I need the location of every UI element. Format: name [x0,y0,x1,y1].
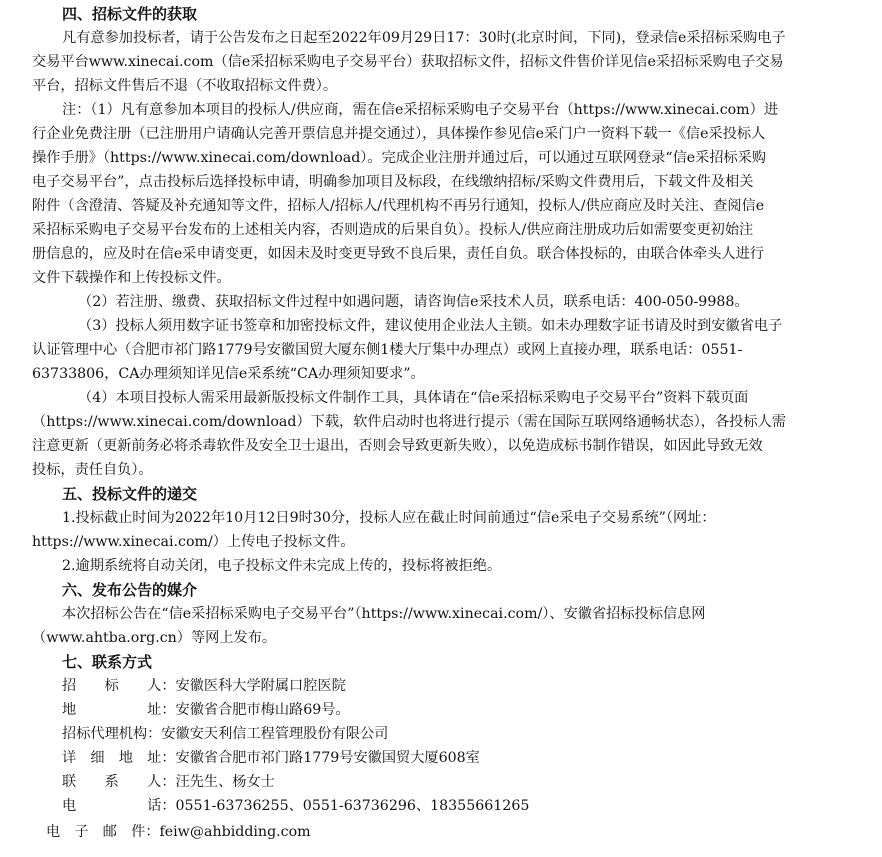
paragraph-line: 交易平台www.xinecai.com（信e采招标采购电子交易平台）获取招标文件，招标文件售价详见信e采招标采购电子交易 [32,54,784,70]
section-heading: 六、发布公告的媒介 [62,581,198,599]
paragraph-line: （4）本项目投标人需采用最新版投标文件制作工具，具体请在“信e采招标采购电子交易平台”资料下载页面 [78,390,749,406]
paragraph-line: （www.ahtba.org.cn）等网上发布。 [32,630,277,646]
paragraph-line: 认证管理中心（合肥市祁门路1779号安徽国贸大厦东侧1楼大厅集中办理点）或网上直接办理，联系电话：0551- [32,342,743,358]
contact-line: 电 话：0551-63736255、0551-63736296、18355661265 [62,798,530,814]
paragraph-line: 注：（1）凡有意参加本项目的投标人/供应商，需在信e采招标采购电子交易平台（https://www.xinecai.com）进 [62,102,779,118]
paragraph-line: 2.逾期系统将自动关闭，电子投标文件未完成上传的，投标将被拒绝。 [62,558,502,574]
paragraph-line: 1.投标截止时间为2022年10月12日9时30分，投标人应在截止时间前通过“信e采电子交易系统”（网址： [62,510,716,526]
paragraph-line: 电子交易平台”，点击投标后选择投标申请，明确参加项目及标段，在线缴纳招标/采购文件费用后，下载文件及相关 [32,174,754,190]
paragraph-line: （3）投标人须用数字证书签章和加密投标文件，建议使用企业法人主锁。如未办理数字证书请及时到安徽省电子 [78,318,783,334]
paragraph-line: 平台，招标文件售后不退（不收取招标文件费）。 [32,78,338,94]
paragraph-line: 册信息的，应及时在信e采申请变更，如因未及时变更导致不良后果，责任自负。联合体投标的，由联合体牵头人进行 [32,246,764,262]
contact-line: 地 址：安徽省合肥市梅山路69号。 [62,702,350,718]
section-heading: 四、招标文件的获取 [62,5,198,23]
paragraph-line: 投标，责任自负）。 [32,462,153,478]
paragraph-line: 附件（含澄清、答疑及补充通知等文件，招标人/招标人/代理机构不再另行通知，投标人/供应商应及时关注、查阅信e [32,198,765,214]
paragraph-line: 凡有意参加投标者，请于公告发布之日起至2022年09月29日17：30时(北京时间，下同)，登录信e采招标采购电子 [62,30,786,46]
contact-line: 招 标 人：安徽医科大学附属口腔医院 [62,678,346,694]
paragraph-line: 注意更新（更新前务必将杀毒软件及安全卫士退出，否则会导致更新失败），以免造成标书制作错误，如因此导致无效 [32,438,763,454]
section-heading: 七、联系方式 [62,653,153,671]
paragraph-line: （https://www.xinecai.com/download）下载，软件启动时也将进行提示（需在国际互联网络通畅状态），各投标人需 [32,414,786,430]
paragraph-line: 操作手册》（https://www.xinecai.com/download）。完成企业注册并通过后，可以通过互联网登录“信e采招标采购 [32,150,767,166]
contact-line: 联 系 人：汪先生、杨女士 [62,774,275,790]
contact-line: 招标代理机构：安徽安天利信工程管理股份有限公司 [62,726,389,742]
paragraph-line: 文件下载操作和上传投标文件。 [32,270,231,286]
contact-line: 电 子 邮 件：feiw@ahbidding.com [46,824,311,840]
paragraph-line: 本次招标公告在“信e采招标采购电子交易平台”（https://www.xinecai.com/）、安徽省招标投标信息网 [62,606,706,622]
paragraph-line: 63733806，CA办理须知详见信e采系统“CA办理须知要求”。 [32,366,425,382]
contact-line: 详 细 地 址：安徽省合肥市祁门路1779号安徽国贸大厦608室 [62,750,480,766]
paragraph-line: 采招标采购电子交易平台发布的上述相关内容，否则造成的后果自负）。投标人/供应商注册成功后如需要变更初始注 [32,222,754,238]
section-heading: 五、投标文件的递交 [62,485,198,503]
paragraph-line: https://www.xinecai.com/）上传电子投标文件。 [32,534,355,550]
paragraph-line: （2）若注册、缴费、获取招标文件过程中如遇问题，请咨询信e采技术人员，联系电话：400-050-9988。 [78,294,749,310]
paragraph-line: 行企业免费注册（已注册用户请确认完善开票信息并提交通过），具体操作参见信e采门户一资料下载一《信e采投标人 [32,126,766,142]
